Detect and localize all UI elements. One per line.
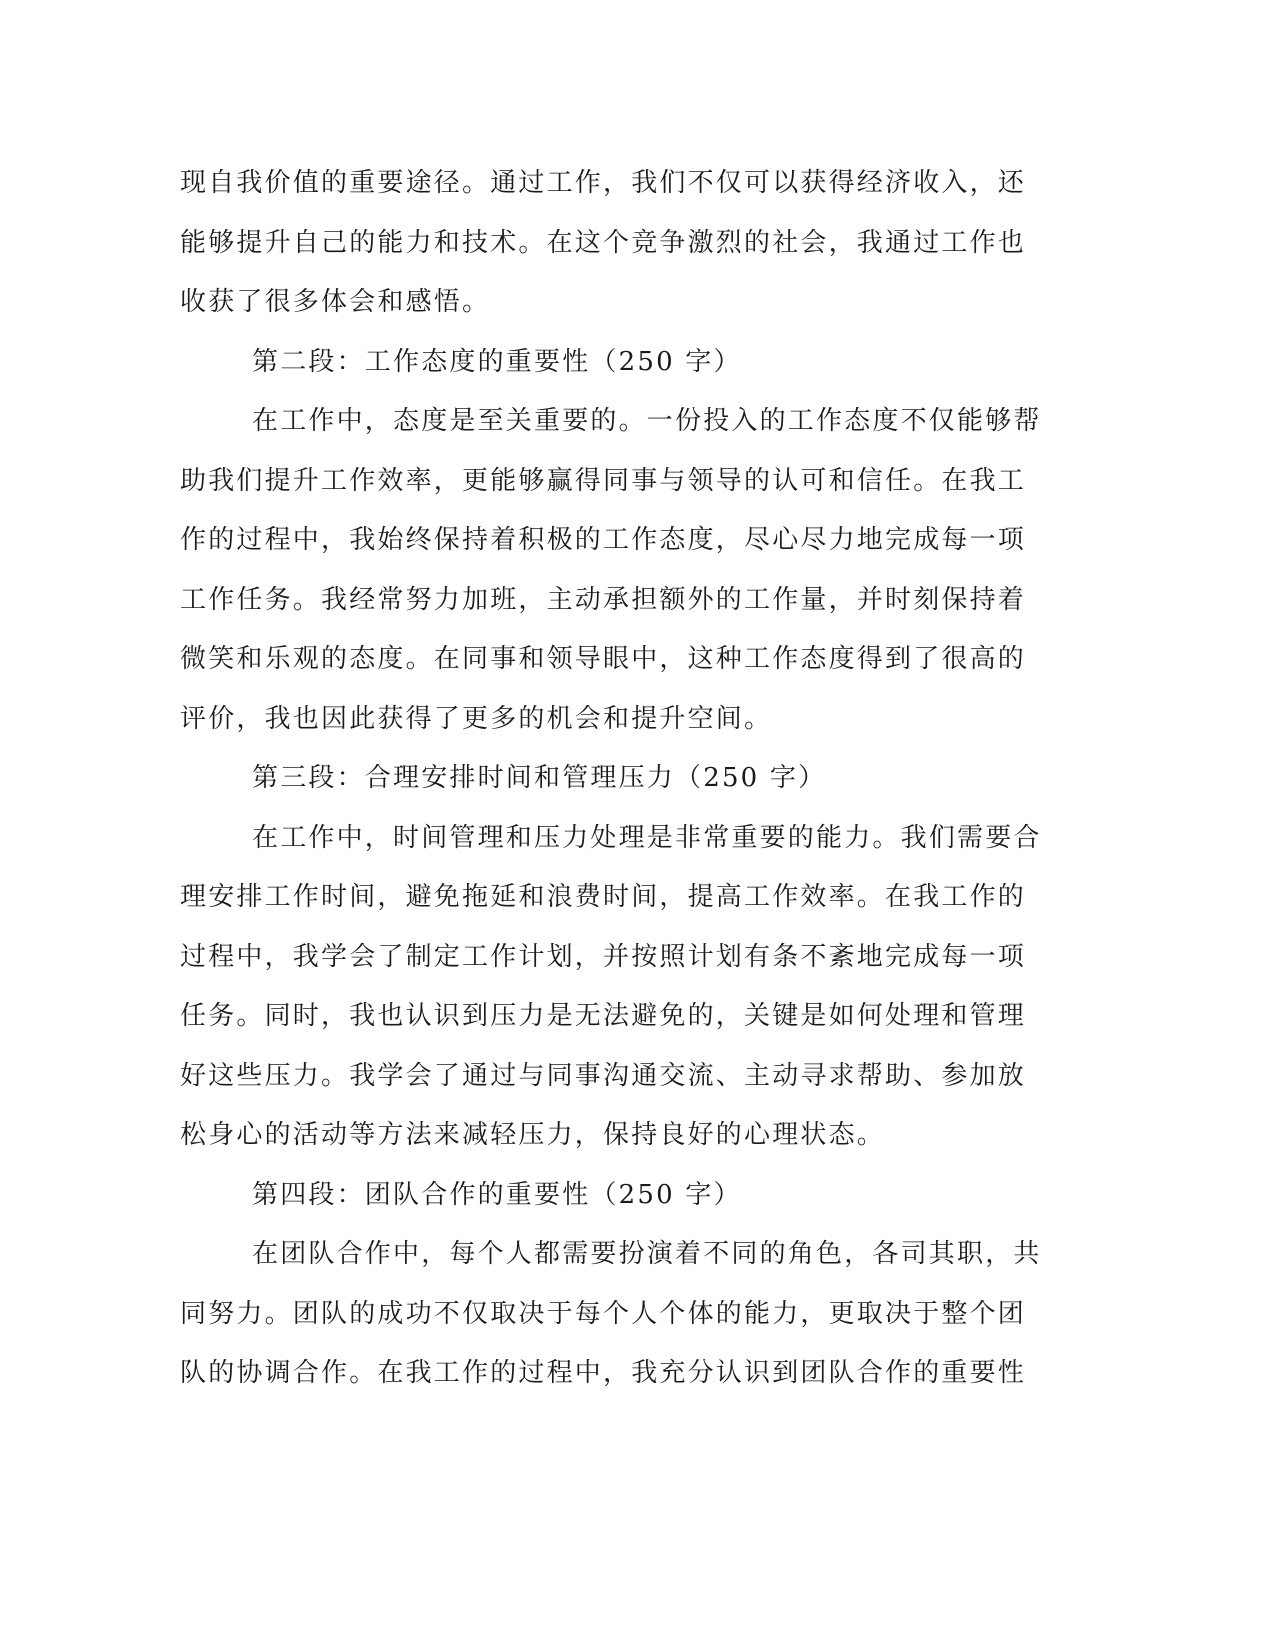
paragraph-intro-continued [180, 154, 1040, 333]
text-line: 能够提升自己的能力和技术。在这个竞争激烈的社会，我通过工作也 [180, 227, 1027, 258]
text-line: 好这些压力。我学会了通过与同事沟通交流、主动寻求帮助、参加放 [180, 1060, 1027, 1091]
paragraph-teamwork [180, 1225, 1040, 1404]
text-line: 收获了很多体会和感悟。 [180, 287, 491, 317]
heading-text: 第二段：工作态度的重要性（250 字） [252, 346, 742, 377]
heading-text: 第三段：合理安排时间和管理压力（250 字） [252, 763, 827, 793]
text-line: 理安排工作时间，避免拖延和浪费时间，提高工作效率。在我工作的 [180, 882, 1027, 912]
text-line: 在团队合作中，每个人都需要扮演着不同的角色，各司其职，共 [252, 1239, 1042, 1269]
text-line: 助我们提升工作效率，更能够赢得同事与领导的认可和信任。在我工 [180, 465, 1027, 496]
document-body [180, 154, 1040, 1404]
section-heading-2 [180, 333, 1040, 393]
text-line: 同努力。团队的成功不仅取决于每个人个体的能力，更取决于整个团 [180, 1298, 1027, 1329]
text-line: 评价，我也因此获得了更多的机会和提升空间。 [180, 703, 773, 734]
section-heading-3 [180, 749, 1040, 809]
text-line: 作的过程中，我始终保持着积极的工作态度，尽心尽力地完成每一项 [180, 525, 1027, 555]
text-line: 在工作中，时间管理和压力处理是非常重要的能力。我们需要合 [252, 822, 1042, 853]
text-line: 在工作中，态度是至关重要的。一份投入的工作态度不仅能够帮 [252, 406, 1042, 436]
text-line: 现自我价值的重要途径。通过工作，我们不仅可以获得经济收入，还 [180, 168, 1027, 198]
text-line: 微笑和乐观的态度。在同事和领导眼中，这种工作态度得到了很高的 [180, 644, 1027, 674]
section-heading-4 [180, 1166, 1040, 1226]
paragraph-work-attitude [180, 392, 1040, 749]
paragraph-time-and-pressure [180, 809, 1040, 1166]
text-line: 松身心的活动等方法来减轻压力，保持良好的心理状态。 [180, 1120, 886, 1150]
text-line: 工作任务。我经常努力加班，主动承担额外的工作量，并时刻保持着 [180, 584, 1027, 615]
heading-text: 第四段：团队合作的重要性（250 字） [252, 1179, 742, 1210]
text-line: 过程中，我学会了制定工作计划，并按照计划有条不紊地完成每一项 [180, 941, 1027, 972]
text-line: 任务。同时，我也认识到压力是无法避免的，关键是如何处理和管理 [180, 1001, 1027, 1031]
text-line: 队的协调合作。在我工作的过程中，我充分认识到团队合作的重要性 [180, 1358, 1027, 1388]
